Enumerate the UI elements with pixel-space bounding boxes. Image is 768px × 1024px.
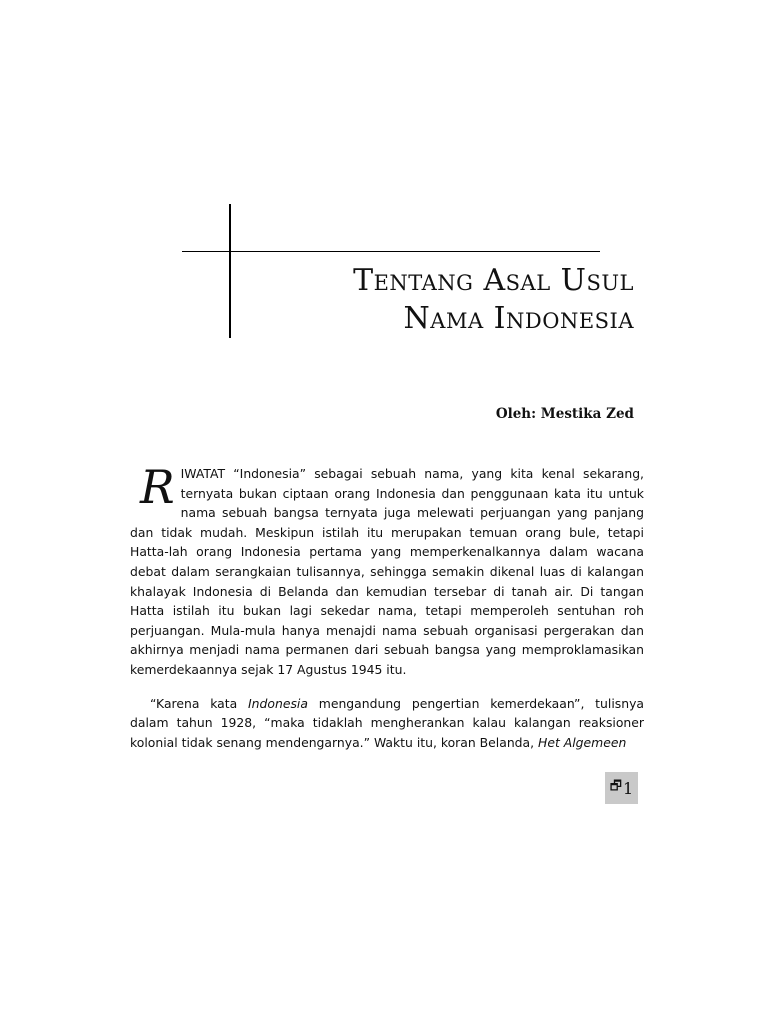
paragraph-2 <box>130 694 644 753</box>
decorative-vertical-rule <box>229 204 231 338</box>
page-number: 1 <box>623 778 634 798</box>
chapter-title <box>353 262 634 338</box>
paragraph-1 <box>130 460 644 680</box>
body-text <box>130 460 645 752</box>
author-byline: Oleh: Mestika Zed <box>495 406 634 422</box>
page-icon: 🗗 <box>609 779 623 794</box>
paragraph-1-text: IWATAT “Indonesia” sebagai sebuah nama, yang kita kenal sekarang, ternyata bukan ciptaan orang Indonesia dan penggunaan kata itu untuk nama sebuah bangsa ternyata juga melewati perjuangan yang panjang dan tidak mudah. Meskipun istilah itu merupakan temuan orang bule, tetapi Hatta-lah orang Indonesia pertama yang memperkenalkannya dalam wacana debat dalam serangkaian tulisannya, sehingga semakin dikenal luas di kalangan khalayak Indonesia di Belanda dan kemudian tersebar di tanah air. Di tangan Hatta istilah itu bukan lagi sekedar nama, tetapi memperoleh sentuhan roh perjuangan. Mula-mula hanya menajdi nama sebuah organisasi pergerakan dan akhirnya menjadi nama permanen dari sebuah bangsa yang memproklamasikan kemerdekaannya sejak 17 Agustus 1945 itu. <box>130 466 644 677</box>
paragraph-2-text-a: “Karena kata <box>150 695 249 711</box>
paragraph-2-text-b: mengandung pengertian kemerdekaan”, tulisnya dalam tahun 1928, “maka tidaklah mengherankan kalau kalangan reaksioner kolonial tidak senang mendengarnya.” Waktu itu, koran Belanda, <box>130 695 645 750</box>
paragraph-2-italic-term: Indonesia <box>248 695 308 711</box>
chapter-title-line-2: Nama Indonesia <box>403 301 634 336</box>
chapter-title-line-1: Tentang Asal Usul <box>353 263 634 298</box>
drop-cap-letter: R <box>140 460 175 514</box>
paragraph-2-italic-newspaper: Het Algemeen <box>538 734 627 750</box>
page-number-badge <box>605 772 638 804</box>
decorative-horizontal-rule <box>182 251 600 252</box>
